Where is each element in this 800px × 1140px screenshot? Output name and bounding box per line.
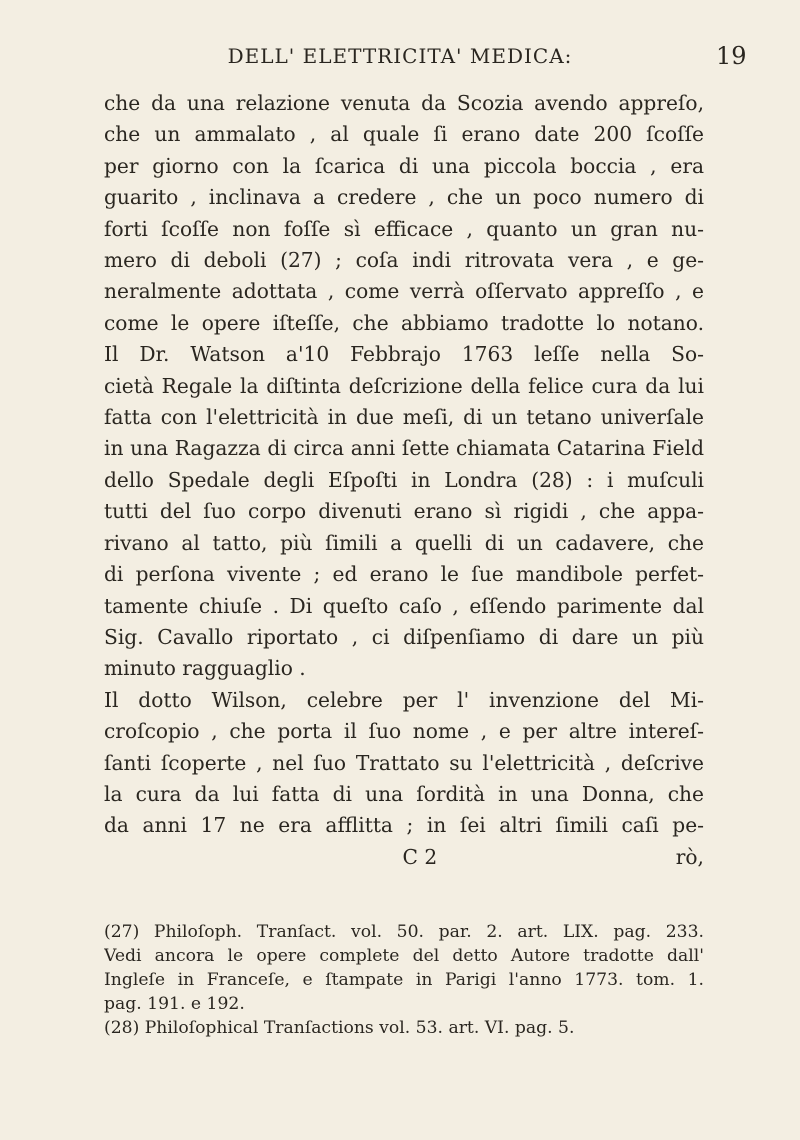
text-line: guarito , inclinava a credere , che un poco numero di [104, 185, 704, 210]
text-line: forti ſcoſſe non foſſe sì efficace , quanto un gran nu- [104, 216, 704, 241]
text-line: che da una relazione venuta da Scozia avendo appreſo, [104, 91, 704, 115]
text-line: di perſona vivente ; ed erano le ſue mandibole perfet- [104, 562, 704, 587]
text-line: da anni 17 ne era afflitta ; in ſei altri ſimili caſi pe- [104, 813, 704, 838]
page-number: 19 [716, 42, 747, 70]
footnote-line: Vedi ancora le opere complete del detto Autore tradotte dall' [104, 946, 704, 966]
footnote-line: pag. 191. e 192. [104, 994, 245, 1014]
footnotes [104, 920, 704, 1040]
signature-mark: C 2 [402, 844, 438, 869]
text-line: neralmente adottata , come verrà oſſervato appreſſo , e [104, 279, 704, 304]
footnote-line: (27) Philoſoph. Tranſact. vol. 50. par. 2. art. LIX. pag. 233. [104, 922, 704, 942]
text-line: Il dotto Wilson, celebre per l' invenzione del Mi- [104, 687, 704, 712]
text-line: come le opere iſteſſe, che abbiamo tradotte lo notano. [104, 310, 704, 335]
footnote-line: Ingleſe in Franceſe, e ſtampate in Parigi l'anno 1773. tom. 1. [104, 970, 704, 990]
text-line: mero di deboli (27) ; coſa indi ritrovata vera , e ge- [104, 248, 704, 273]
text-line: dello Spedale degli Eſpoſti in Londra (28) : i muſculi [104, 467, 704, 492]
text-line: croſcopio , che porta il ſuo nome , e per altre intereſ- [104, 719, 704, 744]
text-line: ſanti ſcoperte , nel ſuo Trattato su l'elettricità , deſcrive [104, 750, 704, 775]
signature-line [104, 842, 704, 873]
text-line: in una Ragazza di circa anni ſette chiamata Catarina Field [104, 436, 704, 461]
footnote-line: (28) Philoſophical Tranſactions vol. 53. art. VI. pag. 5. [104, 1018, 575, 1038]
catchword: rò, [675, 844, 704, 869]
text-line: la cura da lui fatta di una ſordità in una Donna, che [104, 781, 704, 806]
main-text [104, 88, 704, 873]
text-line: Il Dr. Watson a'10 Febbrajo 1763 leſſe nella So- [104, 342, 704, 367]
text-line: Sig. Cavallo riportato , ci diſpenſiamo di dare un più [104, 624, 704, 649]
text-line: che un ammalato , al quale ſi erano date 200 ſcoſſe [104, 122, 704, 147]
text-line: tutti del ſuo corpo divenuti erano sì rigidi , che appa- [104, 499, 704, 524]
text-line: cietà Regale la diſtinta deſcrizione della felice cura da lui [104, 373, 704, 398]
text-line: fatta con l'elettricità in due meſi, di un tetano univerſale [104, 405, 704, 430]
text-line: rivano al tatto, più ſimili a quelli di un cadavere, che [104, 530, 704, 555]
text-line: per giorno con la ſcarica di una piccola boccia , era [104, 153, 704, 178]
running-title: DELL' ELETTRICITA' MEDICA: [227, 44, 573, 68]
text-line: tamente chiuſe . Di queſto caſo , eſſendo parimente dal [104, 593, 704, 618]
text-line: minuto ragguaglio . [104, 656, 306, 681]
